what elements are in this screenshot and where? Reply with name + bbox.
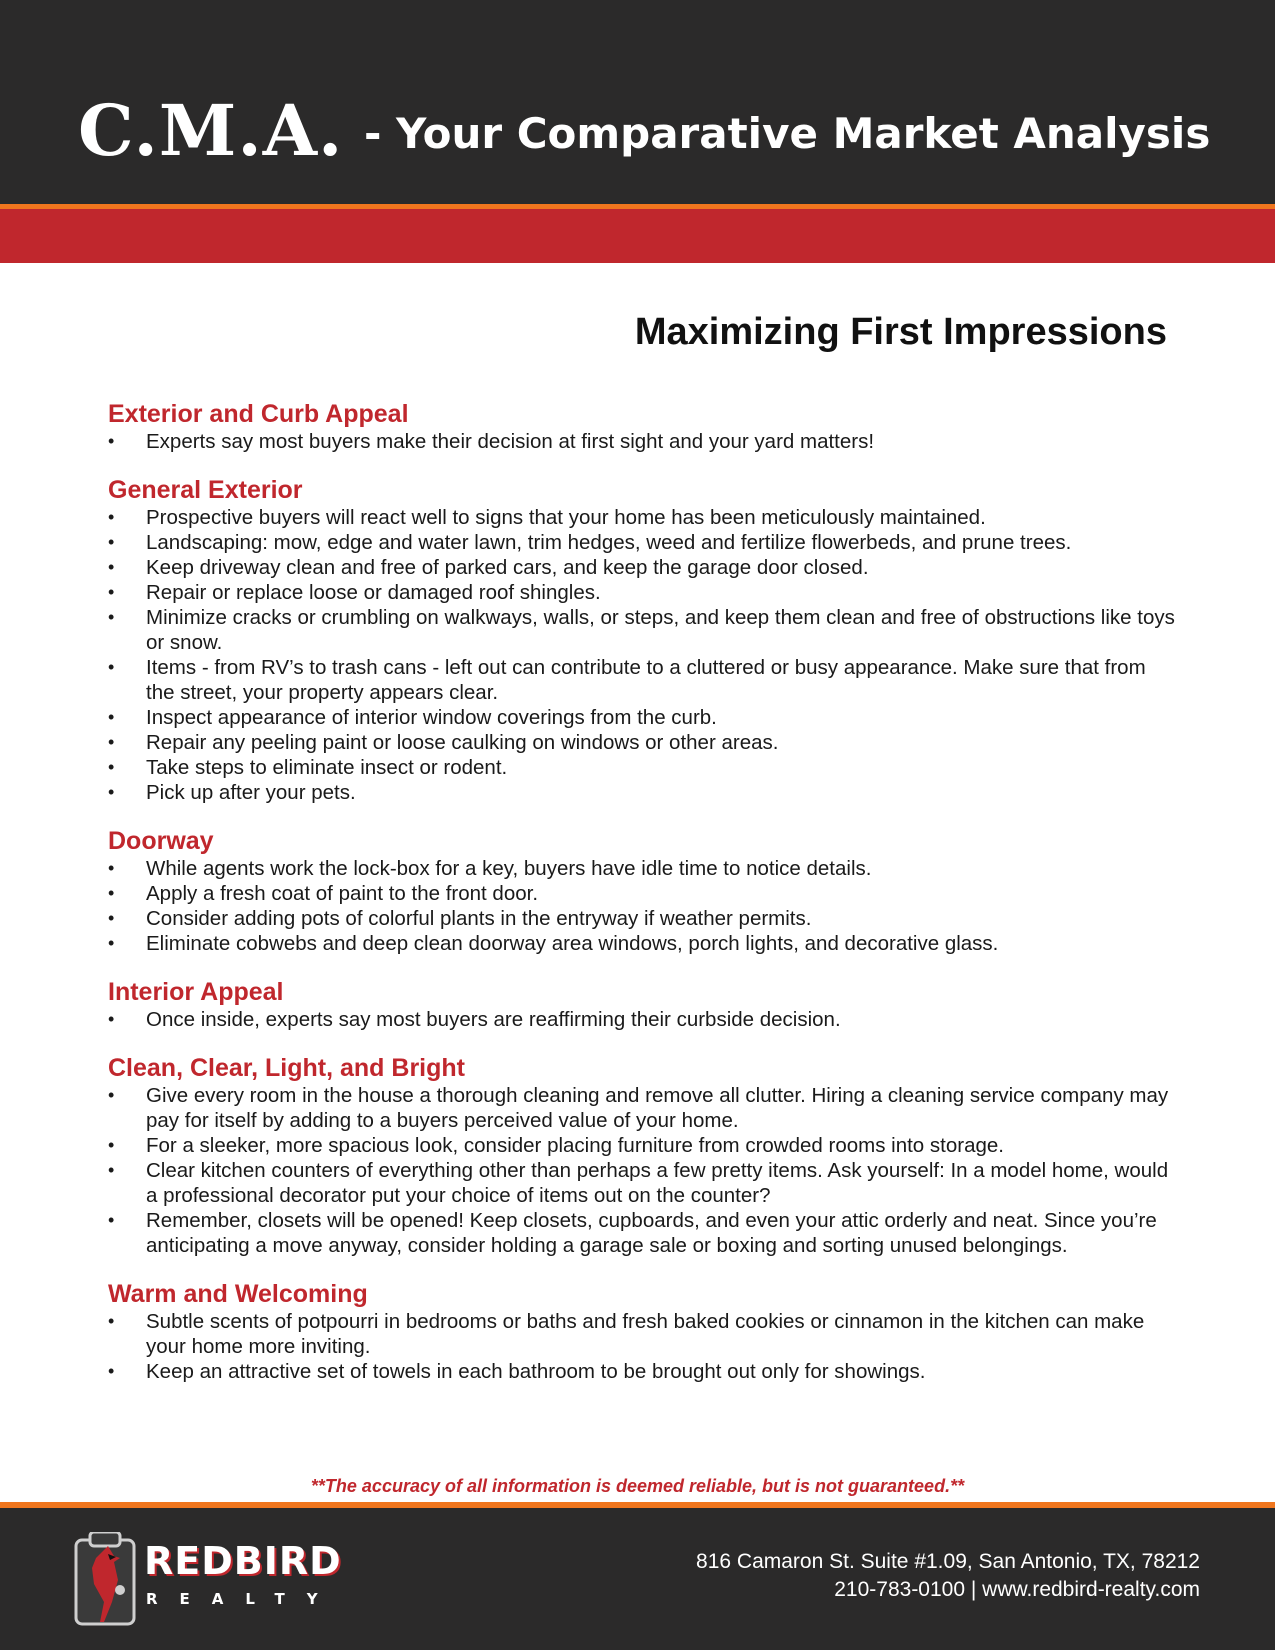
bullet-list xyxy=(108,1083,1178,1258)
list-item: • Once inside, experts say most buyers are reaffirming their curbside decision. xyxy=(108,1007,1178,1032)
section-warm-welcoming xyxy=(108,1280,1178,1384)
list-item: • Repair or replace loose or damaged roof shingles. xyxy=(108,580,1178,605)
header-red-stripe xyxy=(0,209,1275,263)
section-exterior-curb-appeal xyxy=(108,400,1178,454)
footer-phone-website: 210-783-0100 | www.redbird-realty.com xyxy=(834,1578,1200,1601)
list-item: • Eliminate cobwebs and deep clean doorway area windows, porch lights, and decorative glass. xyxy=(108,931,1178,956)
section-general-exterior xyxy=(108,476,1178,805)
bullet-list xyxy=(108,1309,1178,1384)
section-heading: General Exterior xyxy=(108,476,303,504)
brand-subtitle: REALTY xyxy=(146,1590,340,1608)
section-doorway xyxy=(108,827,1178,956)
list-item: • Prospective buyers will react well to signs that your home has been meticulously maintained. xyxy=(108,505,1178,530)
content-area xyxy=(108,400,1178,1406)
section-clean-clear-light-bright xyxy=(108,1054,1178,1258)
bullet-list xyxy=(108,1007,1178,1032)
header-subtitle: - Your Comparative Market Analysis xyxy=(364,109,1211,158)
redbird-logo xyxy=(74,1528,374,1638)
footer xyxy=(0,1508,1275,1650)
list-item: • Minimize cracks or crumbling on walkways, walls, or steps, and keep them clean and free of obstructions like toys or snow. xyxy=(108,605,1178,655)
bullet-list xyxy=(108,429,1178,454)
list-item: • Consider adding pots of colorful plants in the entryway if weather permits. xyxy=(108,906,1178,931)
list-item: • Apply a fresh coat of paint to the front door. xyxy=(108,881,1178,906)
list-item: • Give every room in the house a thorough cleaning and remove all clutter. Hiring a cleaning service company may pay for itself by adding to a buyers perceived value of your home. xyxy=(108,1083,1178,1133)
section-interior-appeal xyxy=(108,978,1178,1032)
section-heading: Exterior and Curb Appeal xyxy=(108,400,409,428)
section-heading: Warm and Welcoming xyxy=(108,1280,368,1308)
list-item: • Landscaping: mow, edge and water lawn, trim hedges, weed and fertilize flowerbeds, and prune trees. xyxy=(108,530,1178,555)
list-item: • Items - from RV’s to trash cans - left out can contribute to a cluttered or busy appearance. Make sure that from the street, your property appears clear. xyxy=(108,655,1178,705)
brand-name: REDBIRD xyxy=(144,1539,342,1583)
list-item: • For a sleeker, more spacious look, consider placing furniture from crowded rooms into storage. xyxy=(108,1133,1178,1158)
header-banner xyxy=(0,0,1275,204)
list-item: • Keep driveway clean and free of parked cars, and keep the garage door closed. xyxy=(108,555,1178,580)
bullet-list xyxy=(108,856,1178,956)
list-item: • Subtle scents of potpourri in bedrooms or baths and fresh baked cookies or cinnamon in the kitchen can make your home more inviting. xyxy=(108,1309,1178,1359)
list-item: • Pick up after your pets. xyxy=(108,780,1178,805)
disclaimer: **The accuracy of all information is deemed reliable, but is not guaranteed.** xyxy=(310,1476,965,1496)
section-heading: Clean, Clear, Light, and Bright xyxy=(108,1054,465,1082)
list-item: • While agents work the lock-box for a key, buyers have idle time to notice details. xyxy=(108,856,1178,881)
list-item: • Repair any peeling paint or loose caulking on windows or other areas. xyxy=(108,730,1178,755)
list-item: • Experts say most buyers make their decision at first sight and your yard matters! xyxy=(108,429,1178,454)
cardinal-bird-icon xyxy=(74,1532,138,1626)
section-heading: Interior Appeal xyxy=(108,978,284,1006)
section-heading: Doorway xyxy=(108,827,214,855)
page-title: Maximizing First Impressions xyxy=(634,311,1167,353)
footer-address: 816 Camaron St. Suite #1.09, San Antonio, TX, 78212 xyxy=(696,1550,1200,1573)
list-item: • Clear kitchen counters of everything other than perhaps a few pretty items. Ask yourself: In a model home, would a professional decorator put your choice of items out on the counter? xyxy=(108,1158,1178,1208)
list-item: • Keep an attractive set of towels in each bathroom to be brought out only for showings. xyxy=(108,1359,1178,1384)
cma-logo: C.M.A. xyxy=(78,89,344,172)
list-item: • Take steps to eliminate insect or rodent. xyxy=(108,755,1178,780)
list-item: • Remember, closets will be opened! Keep closets, cupboards, and even your attic orderly and neat. Since you’re anticipating a move anyway, consider holding a garage sale or boxing and sorting unused belongings. xyxy=(108,1208,1178,1258)
bullet-list xyxy=(108,505,1178,805)
list-item: • Inspect appearance of interior window coverings from the curb. xyxy=(108,705,1178,730)
footer-contact xyxy=(696,1548,1200,1604)
